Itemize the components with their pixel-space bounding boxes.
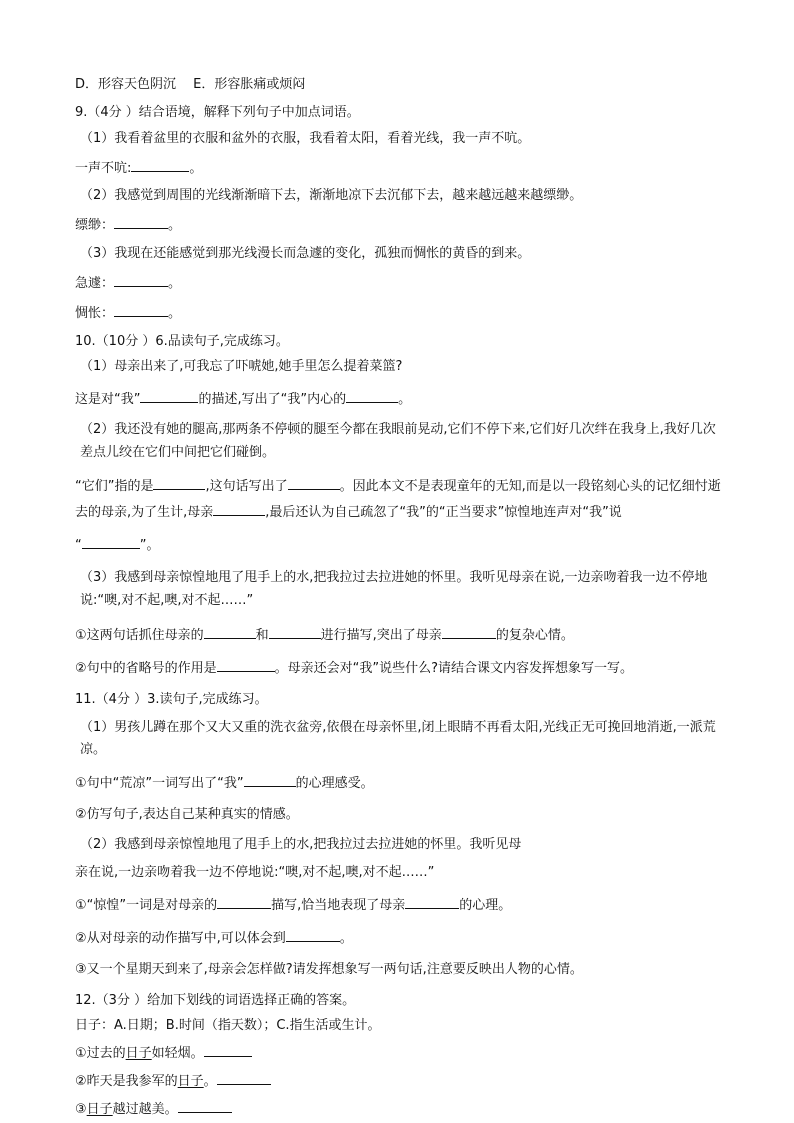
q10-header: 10.（10分 ）6.品读句子,完成练习。: [75, 333, 289, 349]
q10-blank-2[interactable]: [346, 389, 398, 403]
q12-item-1-pre: ①过去的: [75, 1046, 126, 1062]
q10-item-2-end: 。母亲还会对“我”说些什么?请结合课文内容发挥想象写一写。: [274, 660, 634, 676]
q10-blank-6[interactable]: [82, 535, 140, 549]
q10-item-1: [75, 625, 722, 646]
q12-definitions: 日子：A.日期；B.时间（指天数）；C.指生活或生计。: [75, 1018, 381, 1034]
q12-header: 12.（3分 ）给加下划线的词语选择正确的答案。: [75, 992, 356, 1008]
q12-blank-3[interactable]: [178, 1099, 232, 1113]
q12-item-3: [75, 1099, 722, 1120]
q10-sentence-1: （1）母亲出来了,可我忘了吓唬她,她手里怎么提着菜篮?: [80, 359, 403, 375]
q10-sentence-3: （3）我感到母亲惊惶地甩了甩手上的水,把我拉过去拉进她的怀里。我听见母亲在说,一边亲吻着我一边不停地说:“噢,对不起,噢,对不起……”: [80, 570, 708, 609]
q11-blank-4[interactable]: [286, 928, 340, 942]
q10-blank-7[interactable]: [204, 625, 256, 639]
q10-item-1-pre: ①这两句话抓住母亲的: [75, 627, 204, 643]
q12-item-3-pre: ③: [75, 1101, 87, 1117]
q11-item-3-pre: ①“惊惶”一词是对母亲的: [75, 898, 218, 914]
q9-answer-4: 惆怅： 。: [75, 303, 722, 324]
q10-blank-8[interactable]: [269, 625, 321, 639]
q10-line-2-pre: “它们”指的是: [75, 478, 154, 494]
q11-item-4: [75, 928, 722, 949]
q12-item-2-end: 。: [203, 1074, 217, 1090]
q11-sentence-1: （1）男孩儿蹲在那个又大又重的洗衣盆旁,依偎在母亲怀里,闭上眼睛不再看太阳,光线正无可挽回地消逝,一派荒凉。: [80, 719, 716, 757]
q11-item-3-end: 的心理。: [459, 898, 512, 914]
q9-sentence-3: （3）我现在还能感觉到那光线漫长而急遽的变化，孤独而惆怅的黄昏的到来。: [80, 246, 531, 262]
q12-item-1: [75, 1043, 722, 1064]
q10-line-2-post2: ,最后还认为自己疏忽了“我”的“正当要求”惊惶地连声对“我”说: [265, 504, 622, 520]
q10-line-1-end: 。: [398, 392, 412, 408]
q12-blank-1[interactable]: [204, 1043, 252, 1057]
q10-blank-1[interactable]: [140, 389, 198, 403]
q9-sentence-2: （2）我感觉到周围的光线渐渐暗下去，渐渐地凉下去沉郁下去，越来越远越来越缥缈。: [80, 188, 583, 204]
q10-blank-3[interactable]: [153, 476, 205, 490]
q10-line-1: [75, 389, 722, 410]
q12-item-3-end: 越过越美。: [112, 1101, 178, 1117]
q9-answer-3: 急遽： 。: [75, 273, 722, 294]
q9-blank-4[interactable]: [114, 303, 168, 317]
q11-item-4-end: 。: [339, 930, 353, 946]
q10-line-1-mid: 的描述,写出了“我”内心的: [198, 392, 347, 408]
q9-answer-1-label: 一声不吭:: [75, 160, 132, 176]
q10-line-2-post: 。因此本文不是表现童年的无知,而是以一段铭刻心头的记忆细忖逝去的母亲,为了生计,母亲: [75, 478, 721, 520]
q11-item-5: ③又一个星期天到来了,母亲会怎样做?请发挥想象写一两句话,注意要反映出人物的心情。: [75, 961, 583, 977]
q9-sentence-1: （1）我看着盆里的衣服和盆外的衣服，我看着太阳，看着光线，我一声不吭。: [80, 130, 531, 146]
q12-item-1-word: 日子: [125, 1046, 152, 1062]
q9-blank-1[interactable]: [131, 158, 189, 172]
q10-line-3-close: ”。: [139, 537, 160, 553]
q12-item-1-end: 如轻烟。: [151, 1046, 204, 1062]
q11-blank-2[interactable]: [217, 895, 271, 909]
q10-blank-5[interactable]: [213, 502, 265, 516]
q11-blank-3[interactable]: [405, 895, 459, 909]
q12-item-2-word: 日子: [177, 1074, 204, 1090]
q8-options: D．形容天色阴沉 E．形容胀痛或烦闷: [75, 77, 306, 92]
q10-blank-4[interactable]: [288, 476, 340, 490]
q10-line-1-pre: 这是对“我”: [75, 392, 141, 408]
q9-answer-4-label: 惆怅：: [75, 305, 115, 321]
q9-blank-2[interactable]: [114, 215, 168, 229]
q11-blank-1[interactable]: [244, 773, 296, 787]
q9-blank-3[interactable]: [114, 273, 168, 287]
q10-line-3-open: “: [75, 537, 82, 553]
q10-line-2: [75, 474, 722, 526]
q10-item-1-end: 的复杂心情。: [495, 627, 574, 643]
q11-sentence-2b: 亲在说,一边亲吻着我一边不停地说:“噢,对不起,噢,对不起……”: [75, 865, 435, 881]
q10-blank-10[interactable]: [217, 658, 275, 672]
q12-blank-2[interactable]: [217, 1071, 271, 1085]
q12-item-3-word: 日子: [86, 1101, 113, 1117]
q11-item-1: [75, 773, 722, 794]
q10-blank-9[interactable]: [442, 625, 496, 639]
q9-answer-2: 缥缈： 。: [75, 215, 722, 236]
q11-item-4-pre: ②从对母亲的动作描写中,可以体会到: [75, 930, 286, 946]
q11-sentence-2a: （2）我感到母亲惊惶地甩了甩手上的水,把我拉过去拉进她的怀里。我听见母: [80, 837, 522, 853]
q10-item-2-pre: ②句中的省略号的作用是: [75, 660, 217, 676]
q11-item-3-mid: 描写,恰当地表现了母亲: [271, 898, 406, 914]
q9-answer-1: 一声不吭: 。: [75, 158, 722, 179]
q10-item-2: [75, 658, 722, 679]
q11-item-3: [75, 895, 722, 916]
q10-sentence-2: （2）我还没有她的腿高,那两条不停顿的腿至今都在我眼前晃动,它们不停下来,它们好几次绊在我身上,我好几次差点儿绞在它们中间把它们碰倒。: [80, 422, 716, 460]
q9-answer-3-label: 急遽：: [75, 275, 115, 291]
q12-item-2: [75, 1071, 722, 1092]
q10-item-1-mid2: 进行描写,突出了母亲: [320, 627, 442, 643]
q12-item-2-pre: ②昨天是我参军的: [75, 1074, 178, 1090]
q9-header: 9.（4分 ）结合语境，解释下列句子中加点词语。: [75, 104, 360, 120]
q10-item-1-mid1: 和: [255, 627, 269, 643]
q11-header: 11.（4分 ）3.读句子,完成练习。: [75, 691, 268, 707]
q11-item-1-end: 的心理感受。: [295, 775, 374, 791]
q10-line-2-mid: ,这句话写出了: [205, 478, 288, 494]
q11-item-1-pre: ①句中“荒凉”一词写出了“我”: [75, 775, 244, 791]
q10-line-3: [75, 535, 722, 556]
q11-item-2: ②仿写句子,表达自己某种真实的情感。: [75, 806, 299, 822]
q9-answer-2-label: 缥缈：: [75, 218, 115, 234]
